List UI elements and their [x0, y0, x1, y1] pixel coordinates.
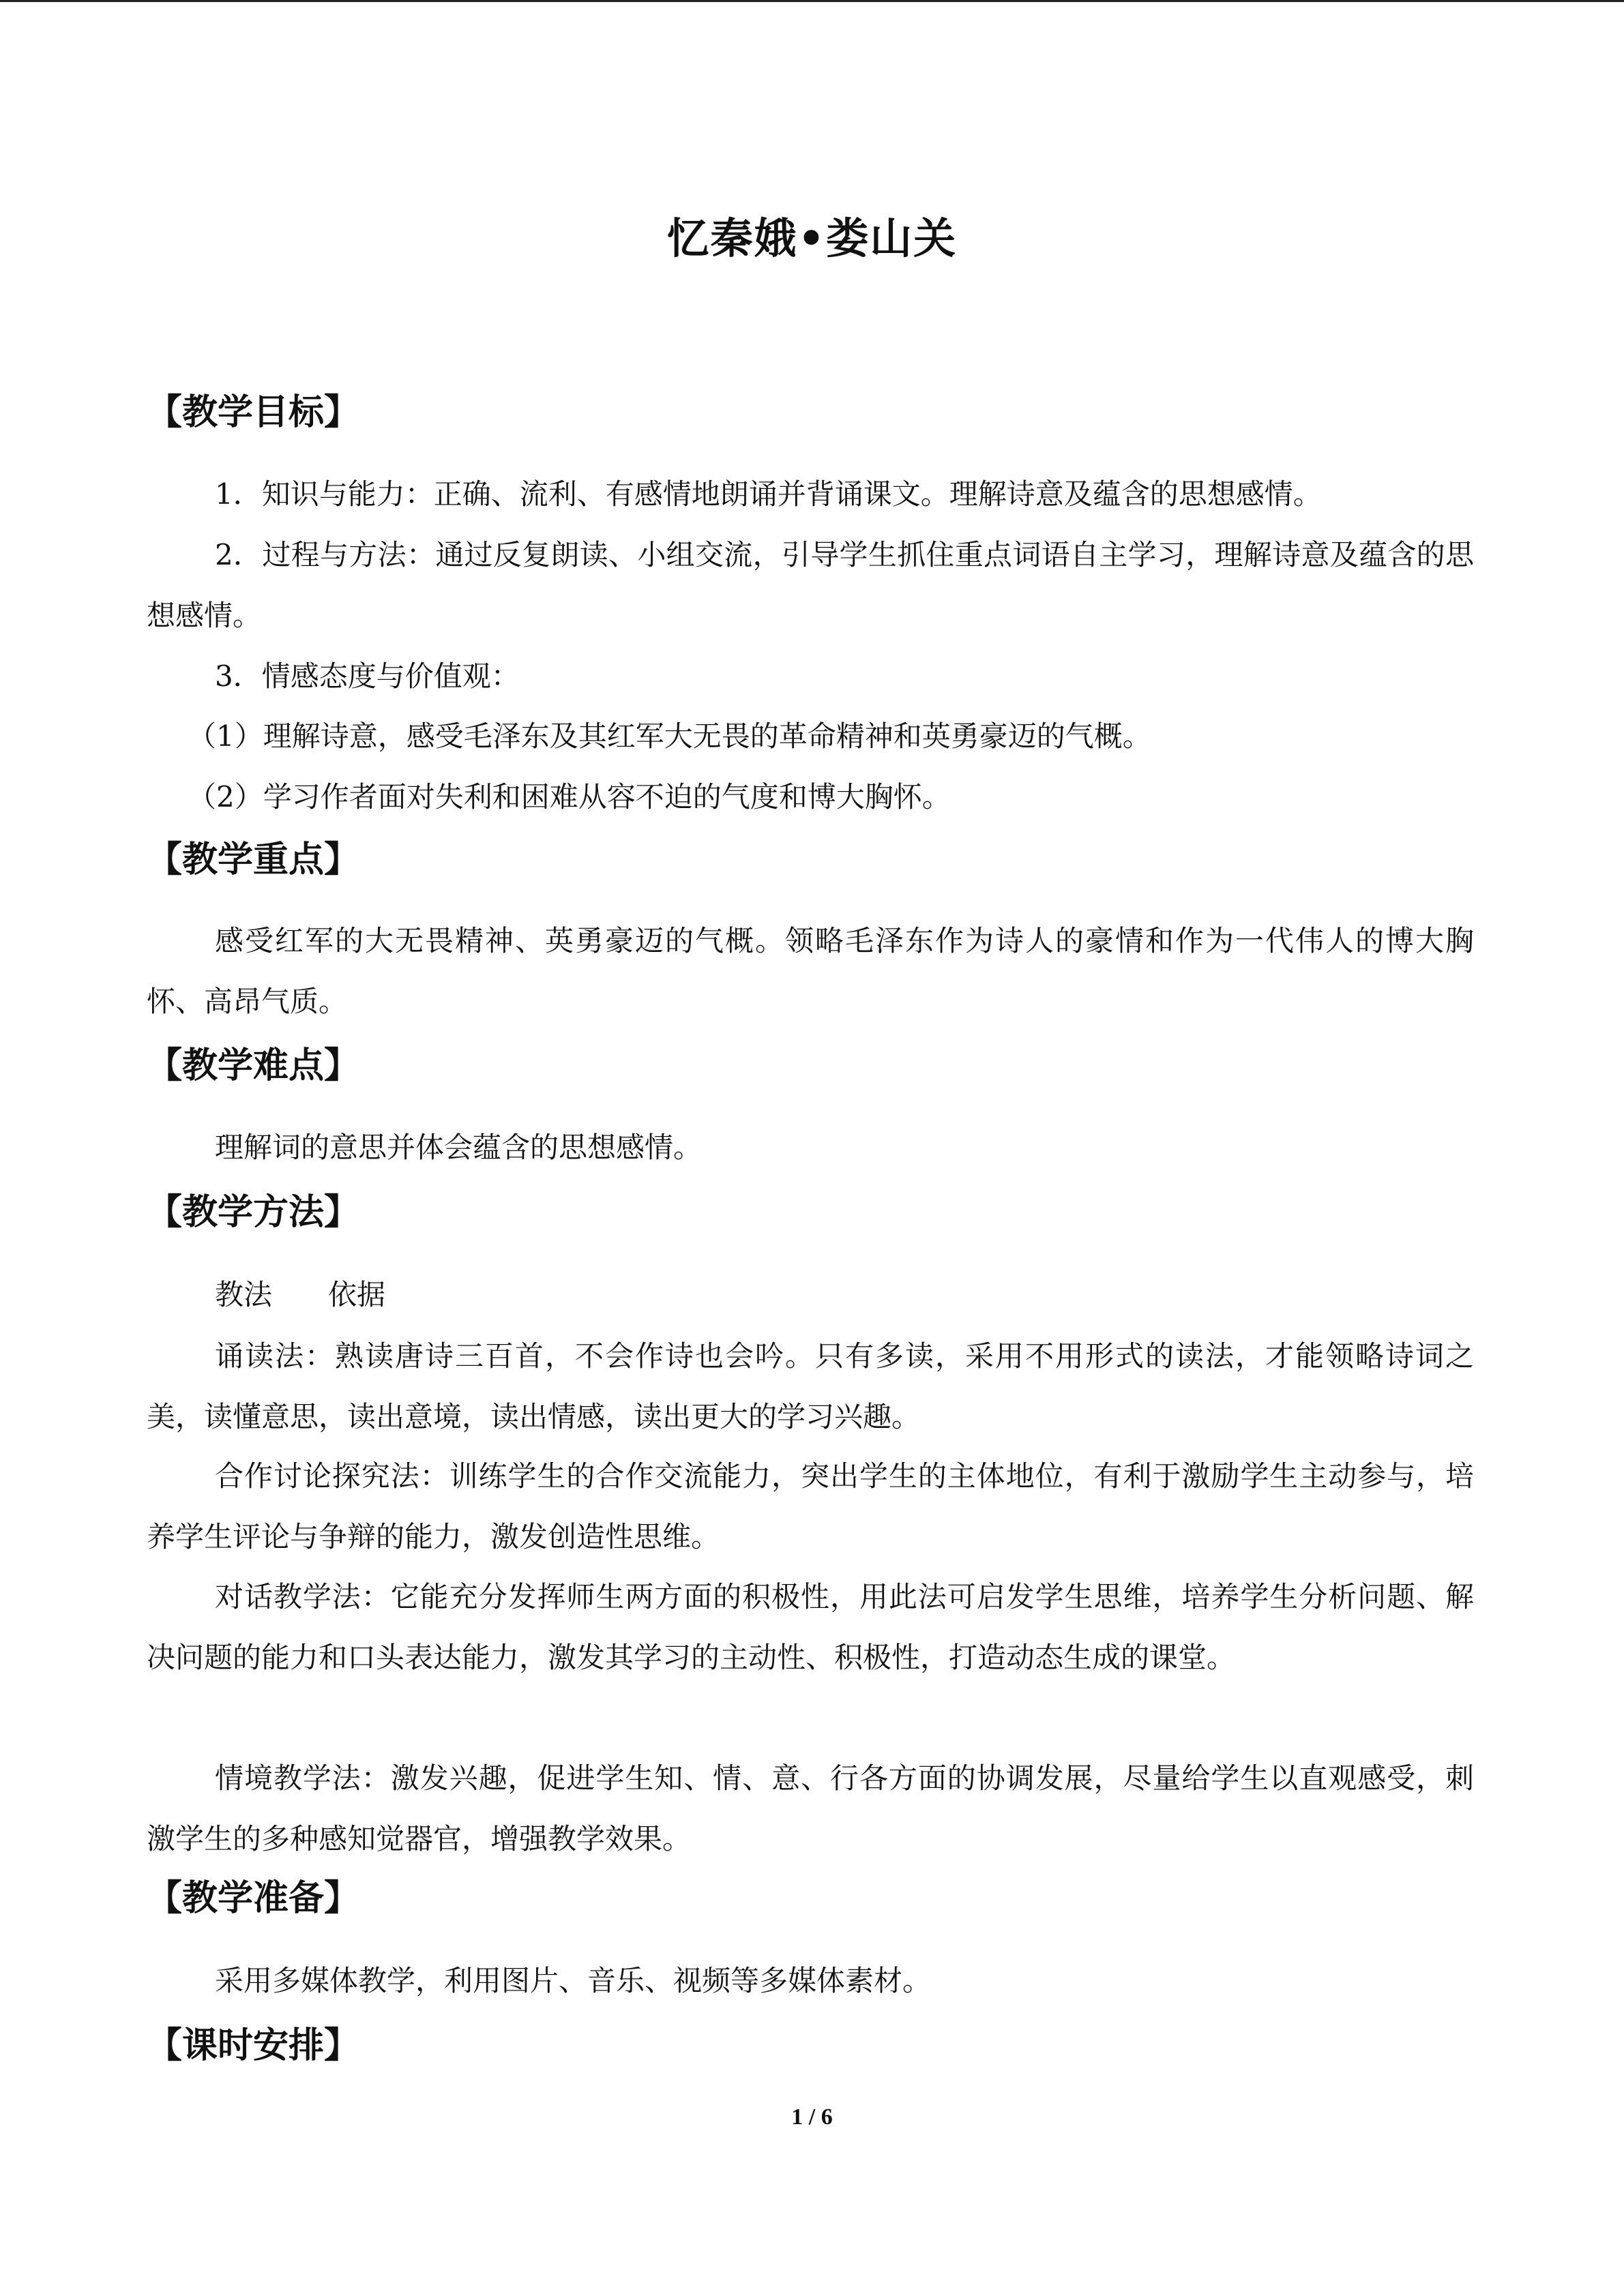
methods-column-header: [147, 1264, 1474, 1325]
method-recitation: 诵读法：熟读唐诗三百首，不会作诗也会吟。只有多读，采用不用形式的读法，才能领略诗词之美，读懂意思，读出意境，读出情感，读出更大的学习兴趣。: [147, 1339, 1474, 1433]
heading-preparation: 【教学准备】: [147, 1878, 360, 1919]
page-number: 1 / 6: [791, 2104, 833, 2130]
method-cooperative-discussion: 合作讨论探究法：训练学生的合作交流能力，突出学生的主体地位，有利于激励学生主动参与，培养学生评论与争辩的能力，激发创造性思维。: [147, 1459, 1474, 1553]
method-dialogue: 对话教学法：它能充分发挥师生两方面的积极性，用此法可启发学生思维，培养学生分析问题、解决问题的能力和口头表达能力，激发其学习的主动性、积极性，打造动态生成的课堂。: [147, 1580, 1474, 1674]
heading-objectives: 【教学目标】: [147, 392, 360, 433]
objectives-subitem-2: （2）学习作者面对失利和困难从容不迫的气度和博大胸怀。: [188, 780, 951, 814]
difficulties-text: 理解词的意思并体会蕴含的思想感情。: [215, 1131, 703, 1164]
key-points-text: 感受红军的大无畏精神、英勇豪迈的气概。领略毛泽东作为诗人的豪情和作为一代伟人的博大胸怀、高昂气质。: [147, 924, 1474, 1018]
methods-col-teaching-method: 教法: [215, 1278, 273, 1311]
heading-difficulties: 【教学难点】: [147, 1045, 360, 1086]
heading-key-points: 【教学重点】: [147, 839, 360, 880]
objectives-item-2: 2．过程与方法：通过反复朗读、小组交流，引导学生抓住重点词语自主学习，理解诗意及蕴含的思想感情。: [147, 538, 1474, 632]
heading-schedule: 【课时安排】: [147, 2025, 360, 2066]
method-situational: 情境教学法：激发兴趣，促进学生知、情、意、行各方面的协调发展，尽量给学生以直观感受，刺激学生的多种感知觉器官，增强教学效果。: [147, 1761, 1474, 1855]
objectives-item-3: 3．情感态度与价值观：: [215, 659, 520, 693]
preparation-text: 采用多媒体教学，利用图片、音乐、视频等多媒体素材。: [215, 1964, 932, 1997]
objectives-item-1: 1．知识与能力：正确、流利、有感情地朗诵并背诵课文。理解诗意及蕴含的思想感情。: [215, 477, 1322, 511]
methods-col-basis: 依据: [328, 1278, 386, 1311]
page-title: 忆秦娥•娄山关: [666, 213, 958, 263]
top-border: [0, 0, 1624, 2]
heading-methods: 【教学方法】: [147, 1192, 360, 1233]
objectives-subitem-1: （1）理解诗意，感受毛泽东及其红军大无畏的革命精神和英勇豪迈的气概。: [188, 719, 1151, 753]
